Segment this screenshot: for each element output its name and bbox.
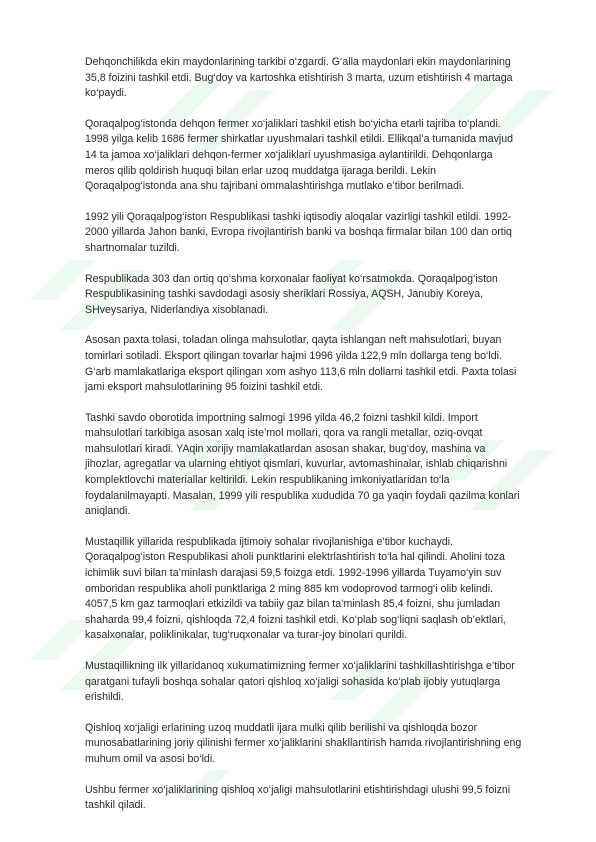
paragraph-farm-share: Ushbu fermer xo‘jaliklarining qishloq xo‘jaligi mahsulotlarini etishtirishdagi ulushi 99,5 foizni tashkil qiladi.: [85, 783, 511, 812]
paragraph-farmer-associations: Qoraqalpog‘istonda dehqon fermer xo‘jaliklari tashkil etish bo‘yicha etarli tajriba to‘plandi. 1998 yilga kelib 1686 fermer shirkatlar uyushmalari tashkil etildi. Ellikqal’a tumanida mavjud 14 ta jamoa xo‘jaliklari dehqon-fermer xo‘jaliklari uyushmasiga aylantirildi. Dehqonlarga meros qilib qoldirish huquqi bilan erlar uzoq muddatga ijaraga berildi. Lekin Qoraqalpog‘istonda ana shu tajribani ommalashtirishga mutlako e’tibor berilmadi.: [85, 117, 514, 193]
paragraph-joint-ventures: Respublikada 303 dan ortiq qo‘shma korxonalar faoliyat ko‘rsatmokda. Qoraqalpog‘iston Respublikasining tashki savdodagi asosiy sheriklari Rossiya, AQSH, Janubiy Koreya, SHveysariya, Niderlandiya xisoblanadi.: [85, 272, 498, 316]
paragraph-crop-structure: Dehqonchilikda ekin maydonlarining tarkibi o‘zgardi. G‘alla maydonlari ekin maydonlarining 35,8 foizini tashkil etdi. Bug‘doy va kartoshka etishtirish 3 marta, uzum etishtirish 4 martaga ko‘paydi.: [85, 56, 513, 100]
paragraph-land-lease: Qishloq xo‘jaligi erlarining uzoq muddatli ijara mulki qilib berilishi va qishloqda bozor munosabatlarining joriy qilinishi fermer xo‘jaliklarini shakllantirish hamda rivojlantirishning eng muhum omil va asosi bo‘ldi.: [85, 721, 522, 765]
paragraph-foreign-relations-ministry: 1992 yili Qoraqalpog‘iston Respublikasi tashki iqtisodiy aloqalar vazirligi tashkil etildi. 1992-2000 yillarda Jahon banki, Evropa rivojlantirish banki va boshqa firmalar bilan 100 dan ortiq shartnomalar tuzildi.: [85, 210, 512, 254]
paragraph-government-attention: Mustaqillikning ilk yillaridanoq xukumatimizning fermer xo‘jaliklarini tashkillashtirishga e’tibor qaratgani tufayli boshqa sohalar qatori qishloq xo‘jaligi sohasida ko‘plab ijobiy yutuqlarga erishildi.: [85, 660, 515, 704]
paragraph-imports: Tashki savdo oborotida importning salmogi 1996 yilda 46,2 foizni tashkil kildi. Import mahsulotlari tarkibiga asosan xalq iste’mol mollari, qora va rangli metallar, oziq-ovqat mahsulotlari kiradi. YAqin xorijiy mamlakatlardan asosan shakar, bug‘doy, mashina va jihozlar, agregatlar va ularning ehtiyot qismlari, kuvurlar, avtomashinalar, ishlab chiqarishni komplektlovchi materiallar keltirildi. Lekin respublikaning imkoniyatlaridan to‘la foydalanilmayapti. Masalan, 1999 yili respublika xududida 70 ga yaqin foydali qazilma konlari aniqlandi.: [85, 411, 520, 518]
paragraph-social-development: Mustaqillik yillarida respublikada ijtimoiy sohalar rivojlanishiga e’tibor kuchaydi. Qoraqalpog‘iston Respublikasi aholi punktlarini elektrlashtirish to‘la hal qilindi. Aholini toza ichimlik suvi bilan ta’minlash darajasi 59,5 foizga etdi. 1992-1996 yillarda Tuyamo‘yin suv omboridan respublika aholi punktlariga 2 ming 885 km vodoprovod tarmog‘i olib kelindi. 4057,5 km gaz tarmoqlari etkizildi va tabiiy gaz bilan ta’minlash 85,4 foizni, shu jumladan shaharda 99,4 foizni, qishloqda 72,4 foizni tashkil etdi. Ko‘plab sog‘liqni saqlash ob’ektlari, kasalxonalar, poliklinikalar, tug‘ruqxonalar va turar-joy binolari qurildi.: [85, 535, 507, 642]
document-body: [85, 55, 523, 829]
paragraph-exports: Asosan paxta tolasi, toladan olinga mahsulotlar, qayta ishlangan neft mahsulotlari, buyan tomirlari sotiladi. Eksport qilingan tovarlar hajmi 1996 yilda 122,9 mln dollarga teng bo‘ldi. G‘arb mamlakatlariga eksport qilingan xom ashyo 113,6 mln dollarni tashkil etdi. Paxta tolasi jami eksport mahsulotlarining 95 foizini tashkil etdi.: [85, 334, 517, 394]
